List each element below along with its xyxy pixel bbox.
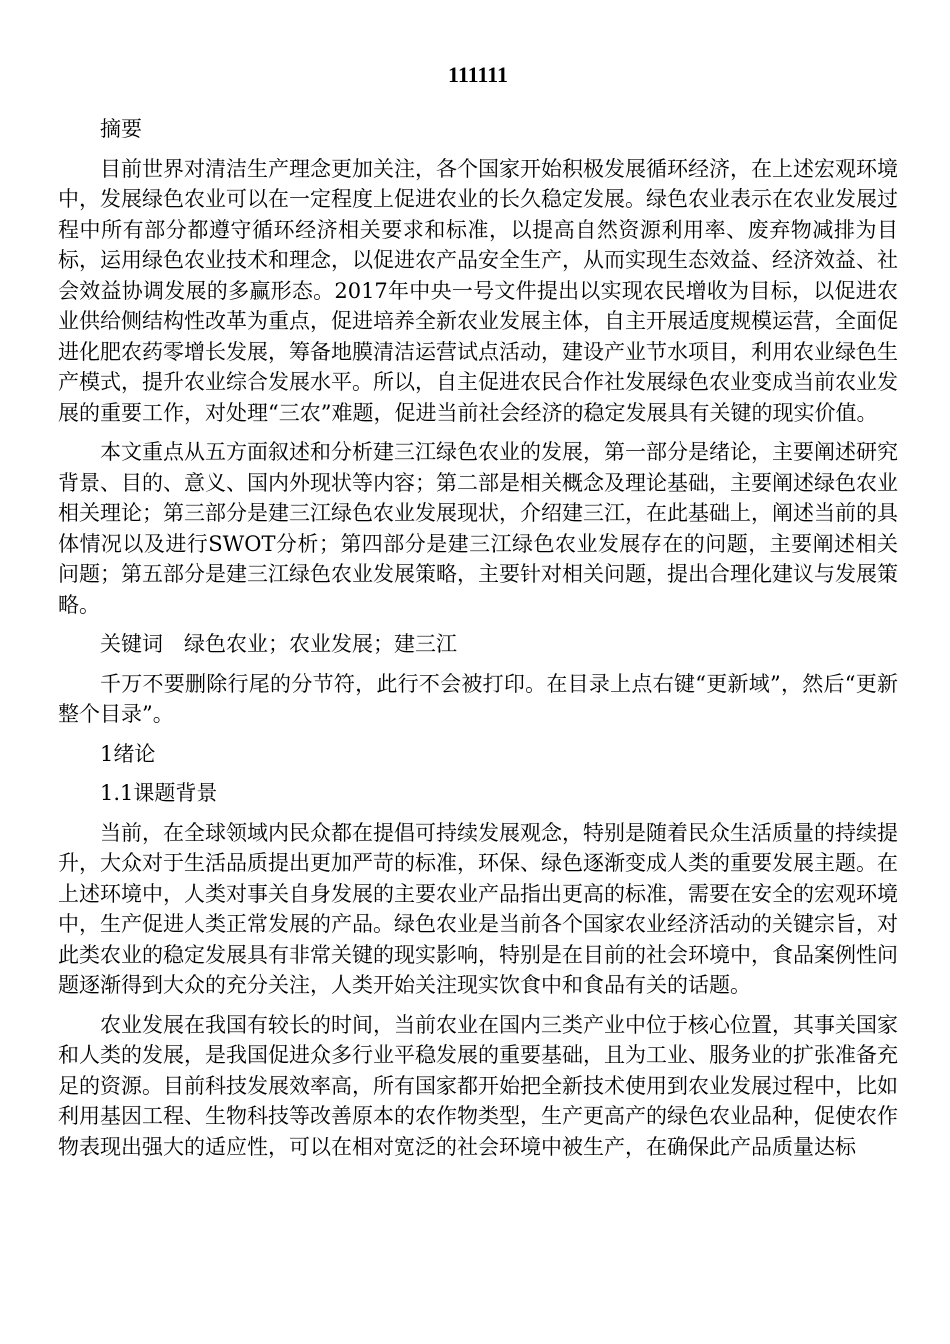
- document-title: 111111: [448, 62, 508, 87]
- keywords-label: 关键词: [100, 632, 163, 656]
- document-page: [58, 60, 898, 1171]
- section-heading: 1.1课题背景: [100, 781, 218, 805]
- body-paragraph-2: 农业发展在我国有较长的时间，当前农业在国内三类产业中位于核心位置，其事关国家和人类的发展，是我国促进众多行业平稳发展的重要基础，且为工业、服务业的扩张准备充足的资源。目前科技发展效率高，所有国家都开始把全新技术使用到农业发展过程中，比如利用基因工程、生物科技等改善原本的农作物类型，生产更高产的绿色农业品种，促使农作物表现出强大的适应性，可以在相对宽泛的社会环境中被生产，在确保此产品质量达标: [58, 1012, 898, 1159]
- body-paragraph-1: 当前，在全球领域内民众都在提倡可持续发展观念，特别是随着民众生活质量的持续提升，大众对于生活品质提出更加严苛的标准，环保、绿色逐渐变成人类的重要发展主题。在上述环境中，人类对事关自身发展的主要农业产品指出更高的标准，需要在安全的宏观环境中，生产促进人类正常发展的产品。绿色农业是当前各个国家农业经济活动的关键宗旨，对此类农业的稳定发展具有非常关键的现实影响，特别是在目前的社会环境中，食品案例性问题逐渐得到大众的充分关注，人类开始关注现实饮食中和食品有关的话题。: [58, 820, 898, 997]
- keywords-value: 绿色农业；农业发展；建三江: [184, 632, 457, 656]
- toc-instruction: 千万不要删除行尾的分节符，此行不会被打印。在目录上点右键“更新域”，然后“更新整个目录”。: [58, 671, 898, 726]
- abstract-heading: 摘要: [100, 117, 142, 141]
- abstract-paragraph-1: 目前世界对清洁生产理念更加关注，各个国家开始积极发展循环经济，在上述宏观环境中，发展绿色农业可以在一定程度上促进农业的长久稳定发展。绿色农业表示在农业发展过程中所有部分都遵守循环经济相关要求和标准，以提高自然资源利用率、废弃物减排为目标，运用绿色农业技术和理念，以促进农产品安全生产，从而实现生态效益、经济效益、社会效益协调发展的多赢形态。2017年中央一号文件提出以实现农民增收为目标，以促进农业供给侧结构性改革为重点，促进培养全新农业发展主体，自主开展适度规模运营，全面促进化肥农药零增长发展，筹备地膜清洁运营试点活动，建设产业节水项目，利用农业绿色生产模式，提升农业综合发展水平。所以，自主促进农民合作社发展绿色农业变成当前农业发展的重要工作，对处理“三农”难题，促进当前社会经济的稳定发展具有关键的现实价值。: [58, 156, 898, 425]
- abstract-paragraph-2: 本文重点从五方面叙述和分析建三江绿色农业的发展，第一部分是绪论，主要阐述研究背景、目的、意义、国内外现状等内容；第二部是相关概念及理论基础，主要阐述绿色农业相关理论；第三部分是建三江绿色农业发展现状，介绍建三江，在此基础上，阐述当前的具体情况以及进行SWOT分析；第四部分是建三江绿色农业发展存在的问题，主要阐述相关问题；第五部分是建三江绿色农业发展策略，主要针对相关问题，提出合理化建议与发展策略。: [58, 440, 898, 617]
- chapter-heading: 1绪论: [100, 741, 156, 766]
- keywords-line: [58, 629, 898, 660]
